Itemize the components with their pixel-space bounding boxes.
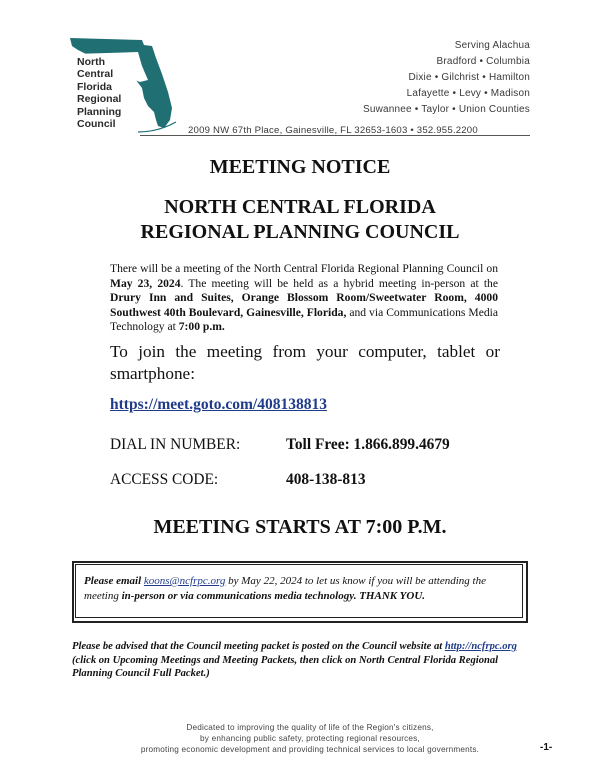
- counties-line: Dixie • Gilchrist • Hamilton: [408, 72, 530, 83]
- rsvp-text: by May 22, 2024 to let us know if you will be attending the meeting: [84, 575, 486, 602]
- logo-line: Council: [77, 118, 116, 131]
- rsvp-email-link[interactable]: koons@ncfrpc.org: [143, 575, 226, 587]
- access-code-label: ACCESS CODE:: [110, 471, 219, 488]
- rsvp-text-bold: in-person or via communications media technology. THANK YOU.: [121, 589, 426, 602]
- meeting-time: 7:00 p.m.: [178, 320, 225, 334]
- intro-text: . The meeting will be held as a hybrid meeting in-person at the: [180, 276, 498, 290]
- footer-line: promoting economic development and providing technical services to local governments.: [140, 745, 480, 755]
- dial-in-number: Toll Free: 1.866.899.4679: [286, 436, 450, 453]
- advisory-text: Please be advised that the Council meeting packet is posted on the Council website at: [72, 641, 445, 652]
- advisory-text: (click on Upcoming Meetings and Meeting Packets, then click on North Central Florida Regional Planning Council Full Packet.): [72, 654, 499, 680]
- council-website-link[interactable]: http://ncfrpc.org: [444, 641, 517, 652]
- logo-text: [77, 56, 121, 130]
- address-line: 2009 NW 67th Place, Gainesville, FL 32653-1603 • 352.955.2200: [188, 125, 478, 136]
- rsvp-text: Please email: [84, 575, 144, 587]
- logo-line: Florida: [77, 80, 113, 93]
- footer-line: by enhancing public safety, protecting regional resources,: [200, 734, 420, 744]
- intro-text: There will be a meeting of the North Central Florida Regional Planning Council on: [110, 262, 498, 275]
- join-instructions: To join the meeting from your computer, tablet or smartphone:: [110, 342, 500, 383]
- council-line: REGIONAL PLANNING COUNCIL: [140, 221, 460, 243]
- intro-paragraph: [110, 262, 498, 335]
- counties-line: Bradford • Columbia: [436, 56, 530, 67]
- mission-statement: [0, 722, 600, 756]
- page-title: MEETING NOTICE: [209, 156, 391, 178]
- council-line: NORTH CENTRAL FLORIDA: [164, 196, 436, 218]
- logo-line: Planning: [77, 105, 122, 118]
- packet-advisory: [72, 640, 532, 681]
- meeting-date: May 23, 2024: [110, 276, 181, 290]
- footer-line: Dedicated to improving the quality of life of the Region's citizens,: [186, 723, 434, 732]
- meeting-location: Drury Inn and Suites, Orange Blossom Room/Sweetwater Room, 4000 Southwest 40th Boulevard, Gainesville, Florida,: [110, 291, 498, 319]
- page-number: -1-: [540, 742, 553, 753]
- dial-in-label: DIAL IN NUMBER:: [110, 436, 241, 453]
- counties-line: Serving Alachua: [454, 40, 530, 51]
- logo-line: North: [77, 56, 105, 68]
- meeting-link[interactable]: https://meet.goto.com/408138813: [110, 396, 327, 413]
- service-counties: [363, 38, 530, 118]
- council-name: [0, 195, 600, 245]
- logo-swoosh: [138, 122, 176, 132]
- counties-line: Lafayette • Levy • Madison: [406, 88, 530, 99]
- meeting-start-banner: MEETING STARTS AT 7:00 P.M.: [153, 516, 447, 538]
- rsvp-notice: [84, 574, 516, 603]
- logo-line: Regional: [77, 93, 122, 106]
- counties-line: Suwannee • Taylor • Union Counties: [362, 104, 530, 115]
- access-code-value: 408-138-813: [286, 471, 366, 488]
- logo-line: Central: [77, 68, 114, 81]
- intro-text: and via Communications Media Technology at: [110, 305, 498, 334]
